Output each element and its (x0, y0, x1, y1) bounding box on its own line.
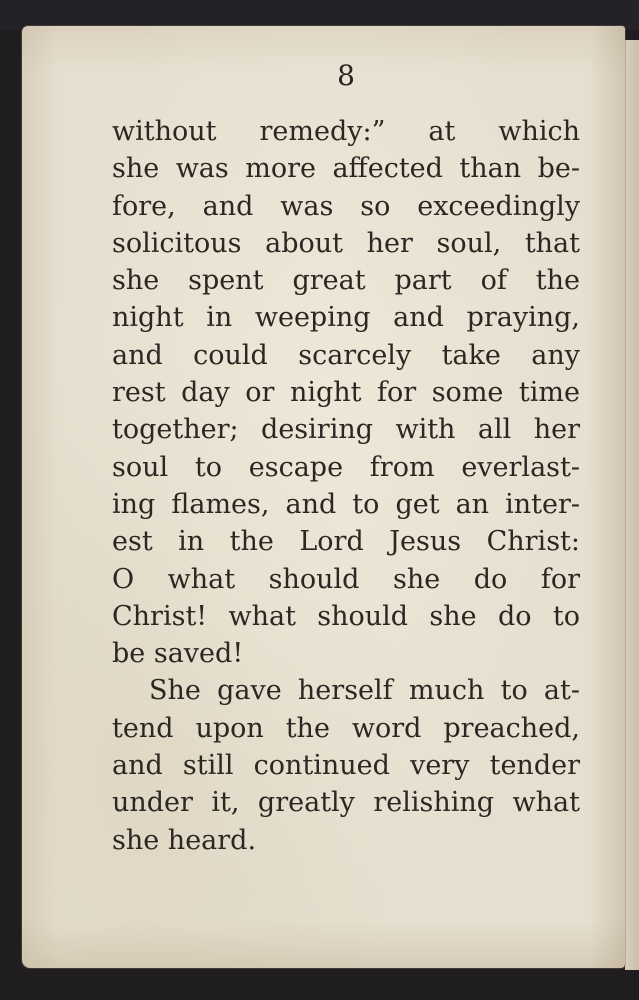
text-line: she was more affected than be- (112, 153, 580, 185)
text-line: est in the Lord Jesus Christ: (112, 526, 580, 558)
text-line: She gave herself much to at- (149, 675, 580, 707)
text-line: be saved! (112, 638, 244, 670)
text-line: Christ! what should she do to (112, 600, 580, 632)
text-line: and could scarcely take any (112, 339, 580, 371)
text-line: O what should she do for (112, 563, 580, 595)
text-line: she heard. (112, 824, 257, 856)
text-line: under it, greatly relishing what (112, 787, 580, 819)
text-line: solicitous about her soul, that (112, 227, 580, 259)
text-line: fore, and was so exceedingly (112, 190, 580, 222)
text-line: without remedy:” at which (112, 116, 580, 147)
text-line: and still continued very tender (112, 750, 580, 782)
text-line: rest day or night for some time (112, 377, 580, 409)
body-text (112, 113, 580, 859)
text-line: she spent great part of the (112, 265, 580, 297)
text-line: tend upon the word preached, (112, 712, 580, 744)
text-line: together; desiring with all her (112, 414, 580, 446)
page-edge (625, 40, 639, 970)
text-line: ing flames, and to get an inter- (112, 488, 580, 520)
page-number: 8 (337, 59, 355, 92)
text-line: night in weeping and praying, (112, 302, 580, 334)
text-line: soul to escape from everlast- (112, 451, 580, 483)
